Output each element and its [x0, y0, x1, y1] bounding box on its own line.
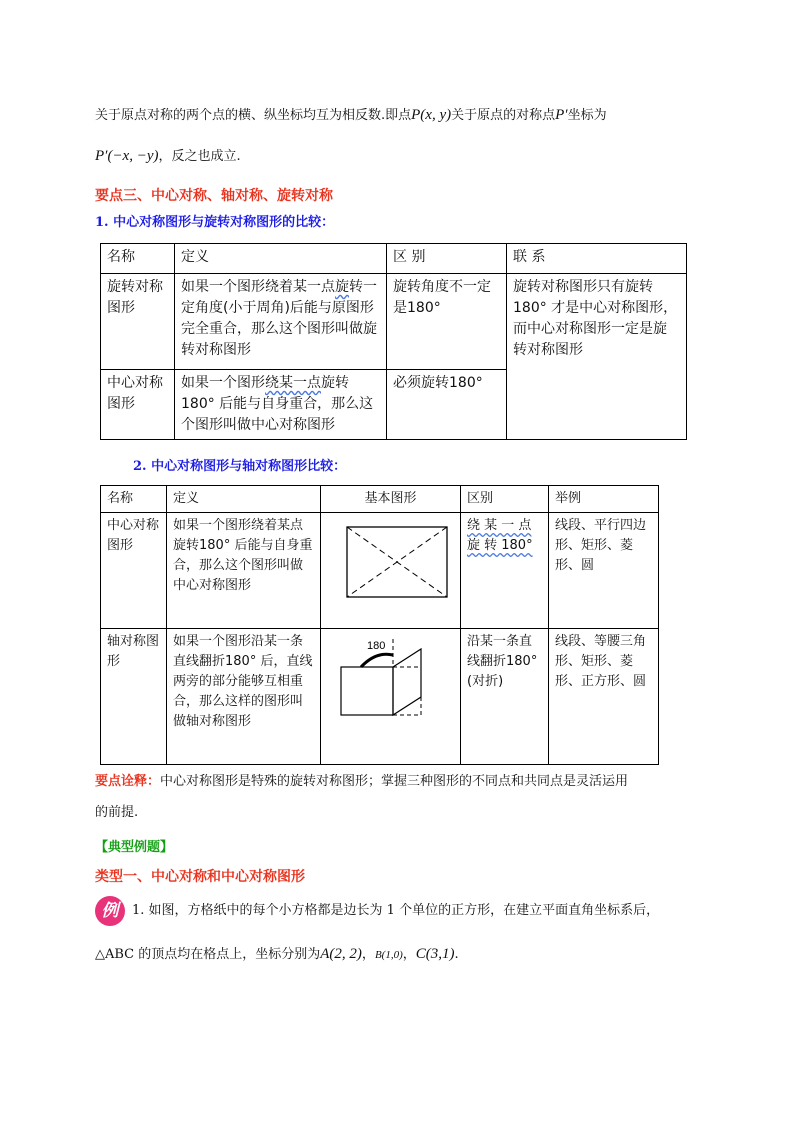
example-1-line-1: 1. 如图，方格纸中的每个小方格都是边长为 1 个单位的正方形，在建立平面直角坐标系后， [132, 903, 660, 918]
row-name: 旋转对称图形 [101, 274, 175, 370]
relation-cell: 旋转对称图形只有旋转180° 才是中心对称图形，而中心对称图形一定是旋转对称图形 [507, 274, 687, 440]
table-1-header-row [101, 244, 687, 274]
header-figure: 基本图形 [321, 486, 461, 513]
intro-text-end: ，反之也成立. [158, 149, 241, 164]
row-example: 线段、平行四边形、矩形、菱形、圆 [549, 513, 659, 629]
coord-a: A(2, 2) [320, 946, 362, 962]
coord-b: B(1,0) [374, 949, 403, 961]
row-definition: 如果一个图形绕某一点旋转180° 后能与自身重合，那么这个图形叫做中心对称图形 [175, 370, 387, 440]
row-difference: 必须旋转180° [387, 370, 507, 440]
figure-label-180: 180 [367, 640, 386, 652]
row-difference: 绕 某 一 点 旋 转 180° [461, 513, 549, 629]
table-1-caption: 1. 中心对称图形与旋转对称图形的比较： [95, 215, 335, 230]
section-3-title: 要点三、中心对称、轴对称、旋转对称 [95, 188, 333, 204]
table-row [101, 513, 659, 629]
intro-line-2 [95, 147, 241, 166]
row-name: 中心对称图形 [101, 513, 167, 629]
point-p-prime: P′ [555, 107, 568, 123]
rectangle-diagonals-figure [321, 513, 461, 621]
row-definition: 如果一个图形绕着某点旋转180° 后能与自身重合，那么这个图形叫做中心对称图形 [167, 513, 321, 629]
header-name: 名称 [101, 486, 167, 513]
remark-line-1 [95, 773, 628, 791]
row-name: 轴对称图形 [101, 629, 167, 765]
comparison-table-2 [100, 485, 659, 765]
remark-line-2: 的前提. [95, 805, 139, 820]
intro-line-1 [95, 106, 607, 125]
row-name: 中心对称图形 [101, 370, 175, 440]
row-example: 线段、等腰三角形、矩形、菱形、正方形、圆 [549, 629, 659, 765]
intro-text-post: 坐标为 [567, 108, 607, 123]
figure-central-symmetry [321, 513, 461, 629]
comparison-table-1 [100, 243, 687, 440]
header-definition: 定义 [175, 244, 387, 274]
example-badge-icon: 例 [95, 896, 125, 926]
header-name: 名称 [101, 244, 175, 274]
table-row [101, 274, 687, 370]
row-definition: 如果一个图形绕着某一点旋转一定角度(小于周角)后能与原图形完全重合，那么这个图形叫做旋转对称图形 [175, 274, 387, 370]
coord-c: C(3,1) [415, 946, 455, 962]
examples-header: 【典型例题】 [95, 840, 174, 855]
table-2-header-row [101, 486, 659, 513]
example-1-line-2: △ABC 的顶点均在格点上，坐标分别为A(2, 2)，B(1,0)，C(3,1). [95, 946, 459, 962]
type-1-title: 类型一、中心对称和中心对称图形 [95, 869, 305, 885]
header-difference: 区别 [461, 486, 549, 513]
remark-label: 要点诠释： [95, 774, 161, 789]
figure-axial-symmetry [321, 629, 461, 765]
header-difference: 区 别 [387, 244, 507, 274]
header-definition: 定义 [167, 486, 321, 513]
folding-figure [321, 629, 461, 757]
intro-text-mid: 关于原点的对称点 [451, 108, 556, 123]
row-definition: 如果一个图形沿某一条直线翻折180° 后，直线两旁的部分能够互相重合，那么这样的图形叫做轴对称图形 [167, 629, 321, 765]
row-difference: 沿某一条直线翻折180° (对折) [461, 629, 549, 765]
header-example: 举例 [549, 486, 659, 513]
remark-text: 中心对称图形是特殊的旋转对称图形；掌握三种图形的不同点和共同点是灵活运用 [160, 774, 629, 789]
row-difference: 旋转角度不一定是180° [387, 274, 507, 370]
table-2-caption: 2. 中心对称图形与轴对称图形比较： [133, 459, 347, 474]
point-p-prime-coords: P′(−x, −y) [95, 148, 159, 164]
header-relation: 联 系 [507, 244, 687, 274]
point-p: P(x, y) [411, 107, 452, 123]
table-row [101, 629, 659, 765]
intro-text-pre: 关于原点对称的两个点的横、纵坐标均互为相反数.即点 [95, 108, 412, 123]
